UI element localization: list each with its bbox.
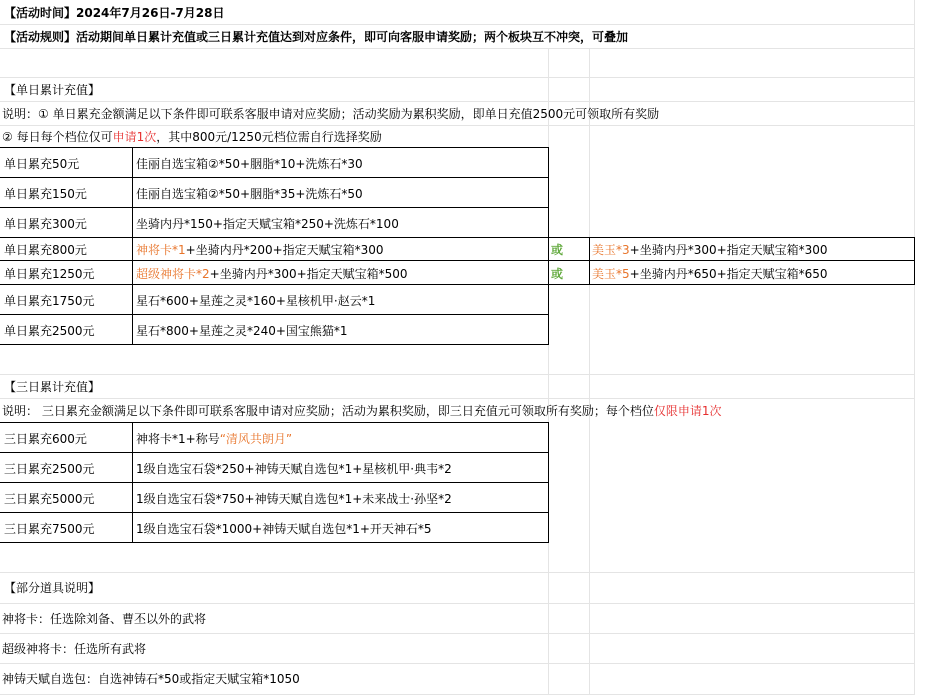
or-label: 或 xyxy=(551,266,564,281)
single-day-note2 xyxy=(0,125,382,147)
three-day-note xyxy=(0,398,721,422)
three-day-title: 【三日累计充值】 xyxy=(4,379,101,394)
single-day-note2-row xyxy=(0,125,935,147)
tier-label: 单日累充800元 xyxy=(4,243,87,257)
tier-reward: 星石*600+星莲之灵*160+星核机甲·赵云*1 xyxy=(136,293,376,308)
activity-time-row xyxy=(0,0,935,24)
reward-rest: +坐骑内丹*200+指定天赋宝箱*300 xyxy=(185,243,384,257)
tier-label: 三日累充5000元 xyxy=(4,491,95,506)
table-row xyxy=(0,208,935,238)
tier-reward xyxy=(134,423,292,453)
tier-reward: 1级自选宝石袋*1000+神铸天赋自选包*1+开天神石*5 xyxy=(136,521,432,536)
item-line: 超级神将卡：任选所有武将 xyxy=(2,641,147,656)
or-label: 或 xyxy=(551,243,564,257)
table-row xyxy=(0,483,935,513)
table-row xyxy=(0,148,935,178)
tier-label: 三日累充7500元 xyxy=(4,521,95,536)
table-row xyxy=(0,285,935,315)
tier-reward-option-b xyxy=(590,261,828,285)
tier-label: 单日累充1750元 xyxy=(4,293,95,308)
tier-label: 单日累充300元 xyxy=(4,216,87,231)
item-line-row xyxy=(0,633,935,663)
single-day-title-row xyxy=(0,77,935,101)
reward-rest: +坐骑内丹*300+指定天赋宝箱*300 xyxy=(629,243,828,257)
tier-label: 单日累充2500元 xyxy=(4,323,95,338)
three-day-title-row xyxy=(0,374,935,398)
tier-label: 三日累充2500元 xyxy=(4,461,95,476)
table-row xyxy=(0,178,935,208)
activity-rules: 【活动规则】活动期间单日累计充值或三日累计充值达到对应条件，即可向客服申请奖励；两个板块互不冲突，可叠加 xyxy=(4,29,629,44)
tier-reward-option-a xyxy=(134,238,384,261)
tier-reward: 1级自选宝石袋*250+神铸天赋自选包*1+星核机甲·典韦*2 xyxy=(136,461,452,476)
item-line-row xyxy=(0,663,935,694)
table-row xyxy=(0,261,935,285)
table-row xyxy=(0,453,935,483)
reward-highlight: 美玉*5 xyxy=(592,266,630,281)
table-row xyxy=(0,513,935,543)
items-title: 【部分道具说明】 xyxy=(4,581,101,595)
item-line: 神将卡：任选除刘备、曹丕以外的武将 xyxy=(2,611,207,626)
items-title-row xyxy=(0,572,935,603)
tier-reward: 坐骑内丹*150+指定天赋宝箱*250+洗炼石*100 xyxy=(136,216,399,231)
tier-reward-option-a xyxy=(134,261,408,285)
item-line: 神铸天赋自选包：自选神铸石*50或指定天赋宝箱*1050 xyxy=(2,672,300,686)
tier-reward: 星石*800+星莲之灵*240+国宝熊猫*1 xyxy=(136,323,348,338)
single-day-title: 【单日累计充值】 xyxy=(4,82,101,97)
table-row xyxy=(0,315,935,345)
reward-highlight: 神将卡*1 xyxy=(136,243,186,257)
note2-highlight: 申请1次 xyxy=(112,129,157,144)
reward-highlight: 超级神将卡*2 xyxy=(136,266,210,281)
single-day-note1-row xyxy=(0,101,935,125)
activity-rules-row xyxy=(0,24,935,48)
reward-highlight: 美玉*3 xyxy=(592,243,630,257)
note-prefix: 说明： 三日累充金额满足以下条件即可联系客服申请对应奖励；活动为累积奖励，即三日充值元可领取所有奖励；每个档位 xyxy=(2,403,654,418)
activity-time: 【活动时间】2024年7月26日-7月28日 xyxy=(4,5,225,20)
item-line-row xyxy=(0,603,935,633)
note-highlight: 仅限申请1次 xyxy=(653,403,722,418)
tier-reward-option-b xyxy=(590,238,828,261)
note2-suffix: ，其中800元/1250元档位需自行选择奖励 xyxy=(156,129,382,144)
tier-reward: 佳丽自选宝箱②*50+胭脂*35+洗炼石*50 xyxy=(136,186,363,201)
three-day-note-row xyxy=(0,398,935,422)
note2-prefix: ② 每日每个档位仅可 xyxy=(2,129,113,144)
tier-reward: 佳丽自选宝箱②*50+胭脂*10+洗炼石*30 xyxy=(136,156,363,171)
table-row xyxy=(0,423,935,453)
tier-label: 单日累充150元 xyxy=(4,186,87,201)
tier-label: 单日累充1250元 xyxy=(4,266,95,281)
reward-highlight: “清风共朗月” xyxy=(219,431,293,446)
reward-rest: 神将卡*1+称号 xyxy=(136,431,220,446)
tier-reward: 1级自选宝石袋*750+神铸天赋自选包*1+未来战士·孙坚*2 xyxy=(136,491,452,506)
tier-label: 三日累充600元 xyxy=(4,431,87,446)
reward-rest: +坐骑内丹*300+指定天赋宝箱*500 xyxy=(209,266,408,281)
reward-rest: +坐骑内丹*650+指定天赋宝箱*650 xyxy=(629,266,828,281)
single-day-note1: 说明：① 单日累充金额满足以下条件即可联系客服申请对应奖励；活动奖励为累积奖励，即单日充值2500元可领取所有奖励 xyxy=(2,106,660,121)
tier-label: 单日累充50元 xyxy=(4,156,80,171)
table-row xyxy=(0,238,935,261)
